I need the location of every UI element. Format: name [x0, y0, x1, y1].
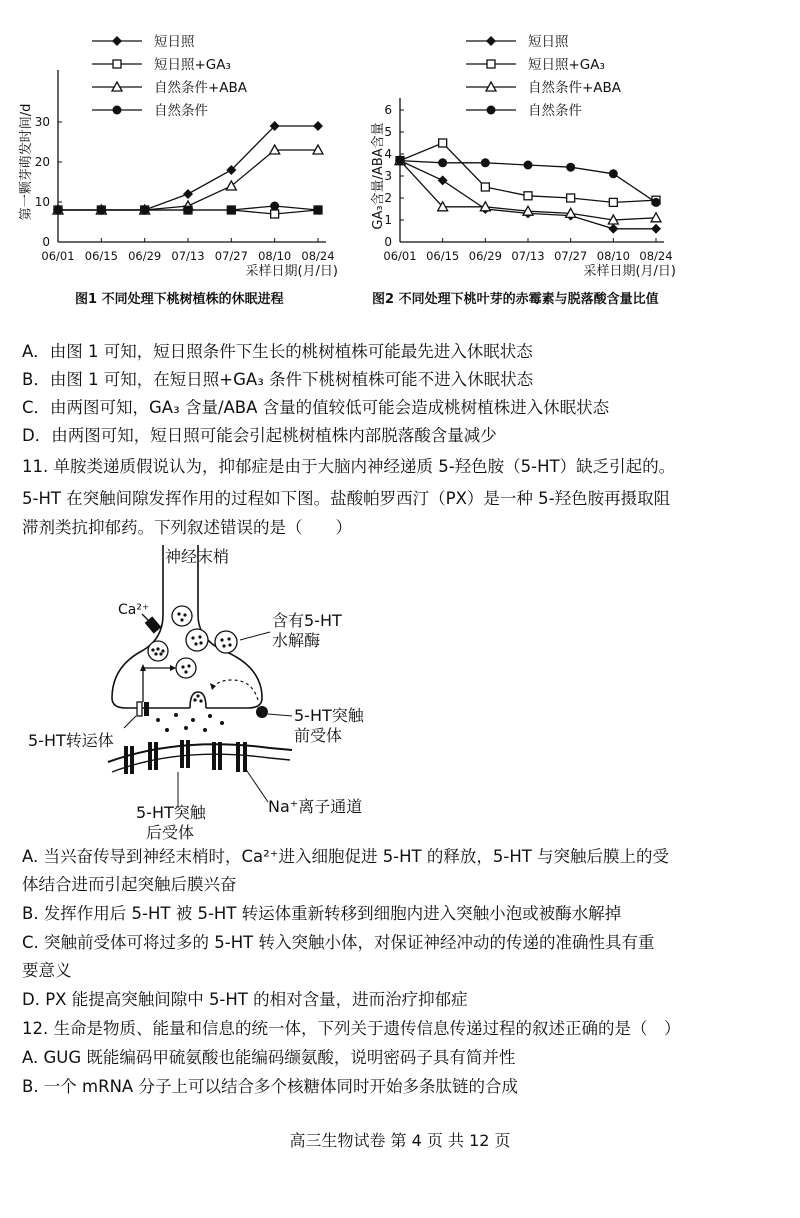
data-point-3-1: [97, 206, 106, 215]
page-footer: 高三生物试卷 第 4 页 共 12 页: [289, 1131, 511, 1150]
legend-label-3: 自然条件: [528, 103, 582, 119]
data-point-1-3: [524, 192, 532, 200]
data-point-3-6: [314, 206, 323, 215]
q11-option-c-line2: 要意义: [22, 961, 72, 980]
legend-label-0: 短日照: [154, 34, 195, 50]
data-point-3-6: [652, 198, 661, 207]
x-tick-label: 06/29: [128, 249, 162, 263]
data-point-1-5: [609, 198, 617, 206]
legend-label-2: 自然条件+ABA: [528, 80, 622, 96]
label-presyn-1: 5-HT突触: [294, 706, 364, 725]
data-point-3-4: [566, 163, 575, 172]
label-postsyn-1: 5-HT突触: [136, 803, 206, 822]
y-axis-label: 第一颗芽萌发时间/d: [19, 103, 34, 221]
y-axis-label: GA₃含量/ABA含量: [371, 122, 386, 230]
q10-option-b: B．由图 1 可知，在短日照+GA₃ 条件下桃树植株可能不进入休眠状态: [22, 370, 534, 389]
data-point-2-6: [651, 213, 661, 222]
x-tick-label: 08/24: [639, 249, 673, 263]
data-point-1-2: [481, 183, 489, 191]
q11-option-a-line2: 体结合进而引起突触后膜兴奋: [22, 875, 237, 894]
x-tick-label: 06/29: [468, 249, 502, 263]
data-point-0-6: [313, 121, 323, 131]
label-na-channel: Na⁺离子通道: [268, 797, 363, 816]
y-tick-label: 20: [34, 155, 50, 169]
q11-option-a-line1: A. 当兴奋传导到神经末梢时，Ca²⁺进入细胞促进 5-HT 的释放，5-HT 与突触后膜上的受: [22, 847, 670, 866]
label-hydrolase-1: 含有5-HT: [272, 611, 342, 630]
y-tick-label: 0: [42, 235, 50, 249]
q10-option-c: C．由两图可知，GA₃ 含量/ABA 含量的值较低可能会造成桃树植株进入休眠状态: [22, 398, 610, 417]
data-point-3-5: [609, 169, 618, 178]
figure1-caption: 图1 不同处理下桃树植株的休眠进程: [75, 292, 284, 307]
data-point-3-3: [524, 161, 533, 170]
legend-marker-1: [487, 60, 495, 68]
data-point-3-3: [184, 206, 193, 215]
y-tick-label: 2: [384, 191, 392, 205]
legend-label-3: 自然条件: [154, 103, 208, 119]
legend-label-1: 短日照+GA₃: [528, 57, 605, 73]
y-tick-label: 5: [384, 125, 392, 139]
q12-option-b: B. 一个 mRNA 分子上可以结合多个核糖体同时开始多条肽链的合成: [22, 1077, 518, 1096]
legend-marker-3: [113, 106, 122, 115]
data-point-3-4: [227, 206, 236, 215]
label-ca: Ca²⁺: [118, 602, 150, 618]
data-point-0-1: [438, 175, 448, 185]
figure1-dormancy-chart: [0, 20, 400, 290]
data-point-0-3: [183, 189, 193, 199]
x-tick-label: 07/27: [554, 249, 588, 263]
legend-label-0: 短日照: [528, 34, 569, 50]
q12-option-a: A. GUG 既能编码甲硫氨酸也能编码缬氨酸，说明密码子具有简并性: [22, 1048, 516, 1067]
legend-label-1: 短日照+GA₃: [154, 57, 231, 73]
transporter-shape: [137, 702, 142, 716]
serotonin-particles: [156, 713, 224, 732]
x-tick-label: 06/01: [383, 249, 417, 263]
data-point-3-0: [54, 206, 63, 215]
legend-marker-0: [486, 36, 496, 46]
x-tick-label: 06/15: [84, 249, 118, 263]
recycle-arrow: [212, 680, 258, 700]
y-tick-label: 1: [384, 213, 392, 227]
synapse-diagram: [0, 540, 420, 840]
q11-stem-line3: 滞剂类抗抑郁药。下列叙述错误的是（ ）: [22, 518, 352, 537]
synaptic-vesicles: [148, 606, 237, 678]
y-tick-label: 6: [384, 103, 392, 117]
legend-marker-0: [112, 36, 122, 46]
x-tick-label: 07/13: [171, 249, 205, 263]
data-point-1-1: [439, 139, 447, 147]
q10-option-d: D．由两图可知，短日照可能会引起桃树植株内部脱落酸含量减少: [22, 426, 497, 445]
figure2-ratio-chart: [360, 20, 800, 290]
x-axis-label: 采样日期(月/日): [245, 264, 338, 279]
label-presyn-2: 前受体: [294, 726, 343, 745]
data-point-3-2: [481, 158, 490, 167]
x-tick-label: 06/01: [41, 249, 75, 263]
postsynaptic-membrane: [108, 744, 292, 762]
q10-option-a: A．由图 1 可知，短日照条件下生长的桃树植株可能最先进入休眠状态: [22, 342, 533, 361]
data-point-3-5: [270, 202, 279, 211]
data-point-0-5: [608, 224, 618, 234]
x-tick-label: 06/15: [426, 249, 460, 263]
q12-stem: 12. 生命是物质、能量和信息的统一体，下列关于遗传信息传递过程的叙述正确的是（ ）: [22, 1019, 681, 1038]
axon-terminal-outline: [112, 545, 262, 708]
y-tick-label: 30: [34, 115, 50, 129]
q11-stem-line2: 5-HT 在突触间隙发挥作用的过程如下图。盐酸帕罗西汀（PX）是一种 5-羟色胺再摄取阻: [22, 489, 671, 508]
label-postsyn-2: 后受体: [146, 823, 195, 840]
legend-label-2: 自然条件+ABA: [154, 80, 248, 96]
y-tick-label: 3: [384, 169, 392, 183]
data-point-3-0: [396, 156, 405, 165]
y-tick-label: 0: [384, 235, 392, 249]
label-hydrolase-2: 水解酶: [272, 631, 321, 650]
x-axis-label: 采样日期(月/日): [583, 264, 676, 279]
q11-option-c-line1: C. 突触前受体可将过多的 5-HT 转入突触小体，对保证神经冲动的传递的准确性具有重: [22, 933, 655, 952]
x-tick-label: 08/24: [301, 249, 335, 263]
q11-option-d: D. PX 能提高突触间隙中 5-HT 的相对含量，进而治疗抑郁症: [22, 990, 468, 1009]
legend-marker-3: [487, 106, 496, 115]
data-point-3-2: [140, 206, 149, 215]
legend-marker-1: [113, 60, 121, 68]
x-tick-label: 07/13: [511, 249, 545, 263]
data-point-1-5: [271, 210, 279, 218]
label-transporter: 5-HT转运体: [28, 731, 114, 750]
q11-stem-line1: 11. 单胺类递质假说认为，抑郁症是由于大脑内神经递质 5-羟色胺（5-HT）缺乏引起的。: [22, 457, 676, 476]
data-point-3-1: [438, 158, 447, 167]
data-point-1-4: [567, 194, 575, 202]
label-terminal: 神经末梢: [165, 547, 230, 566]
figure2-caption: 图2 不同处理下桃叶芽的赤霉素与脱落酸含量比值: [372, 292, 659, 307]
data-point-0-6: [651, 224, 661, 234]
y-tick-label: 10: [34, 195, 50, 209]
x-tick-label: 07/27: [214, 249, 248, 263]
presynaptic-receptor-shape: [256, 706, 268, 718]
x-tick-label: 08/10: [596, 249, 630, 263]
y-tick-label: 4: [384, 147, 392, 161]
q11-option-b: B. 发挥作用后 5-HT 被 5-HT 转运体重新转移到细胞内进入突触小泡或被酶水解掉: [22, 904, 622, 923]
x-tick-label: 08/10: [258, 249, 292, 263]
